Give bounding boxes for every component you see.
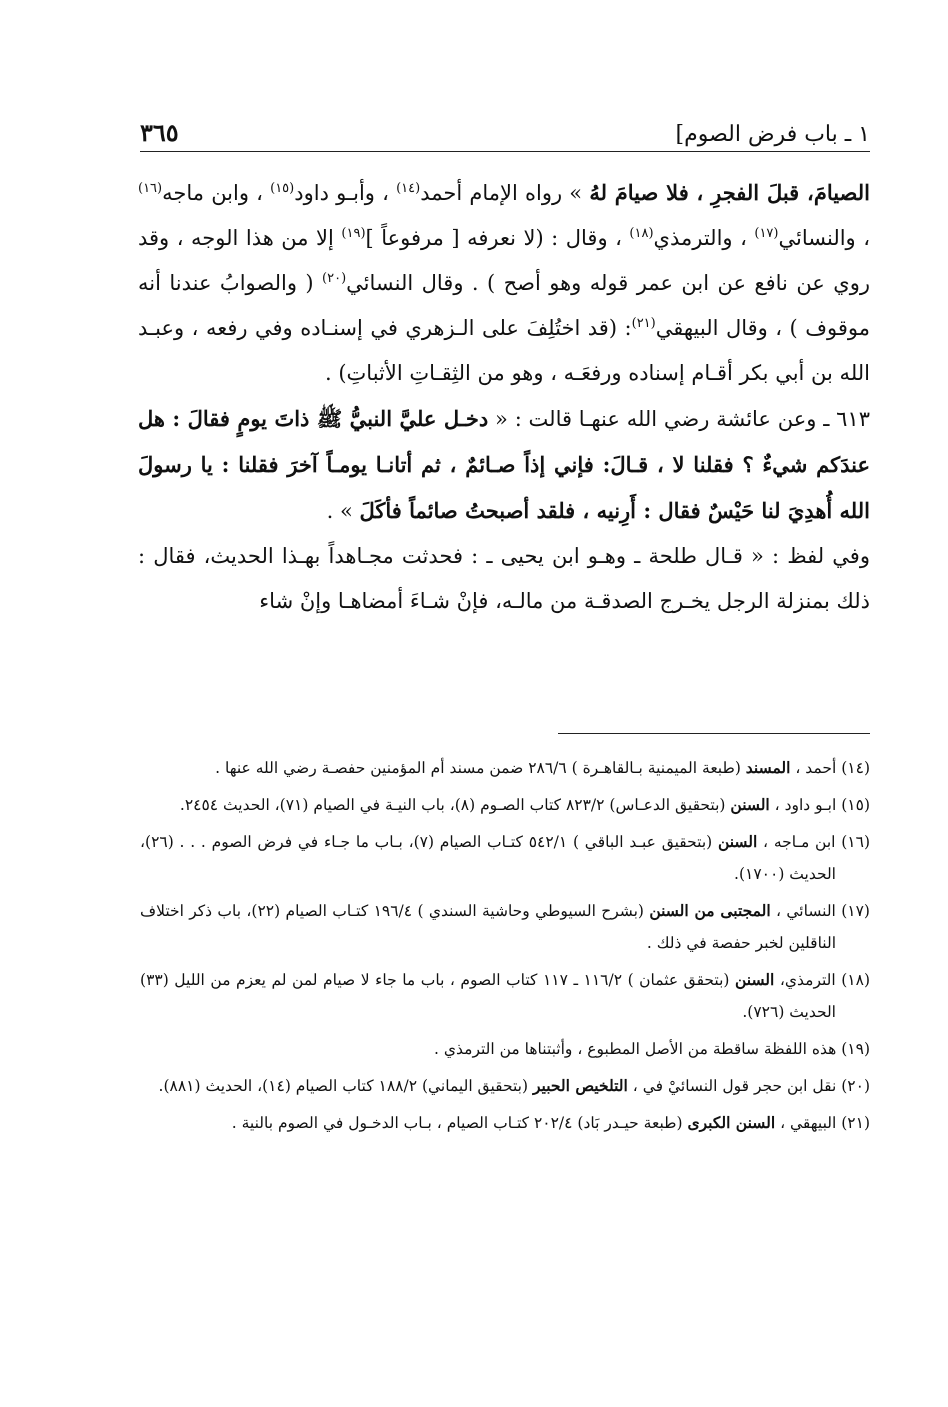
- paragraph-1: [138, 170, 870, 396]
- footnote-number: (١٥): [841, 796, 870, 814]
- text-run: ( والصوابُ عندنا أنه موقوف ) ، وقال البيهقي: [138, 271, 870, 340]
- paragraph-2: [138, 396, 870, 534]
- text-run: ، وقال : (لا نعرفه [ مرفوعاً ]: [365, 226, 630, 250]
- book-title: السنن: [730, 795, 770, 814]
- footnote: [140, 752, 870, 784]
- hadith-text: الصيامَ، قبلَ الفجرِ ، فلا صيامَ لهُ: [589, 180, 870, 205]
- footnote-text: البيهقي ،: [775, 1114, 842, 1132]
- book-title: السنن: [717, 832, 758, 851]
- chapter-title: ١ ـ باب فرض الصوم]: [675, 122, 870, 147]
- footnote: [140, 964, 870, 1028]
- footnotes: [140, 752, 870, 1144]
- footnote-ref: (١٧): [754, 226, 779, 241]
- footnote-text: أحمد ،: [790, 759, 842, 777]
- footnote: [140, 1033, 870, 1065]
- footnote-ref: (٢٠): [322, 271, 347, 286]
- text-run: ، وأبـو داود: [294, 181, 397, 205]
- footnote-text: ابن مـاجه ،: [757, 833, 842, 851]
- footnote-text: (بتحقيق اليماني) ١٨٨/٢ كتاب الصيام (١٤)، الحديث (٨٨١).: [158, 1077, 533, 1095]
- hadith-text: دخـل عليَّ النبيُّ ﷺ ذاتَ يومٍ فقالَ : هل عندَكم شيءٌ ؟ فقلنا لا ، قـالَ: فإني إذاً صـائمٌ ، ثم أتانـا يومـاً آخرَ فقلنا : يا رسولَ الله أُهدِيَ لنا حَيْسٌ فقال : أَرِنيه ، فلقد أصبحتُ صائماً فأكَلَ: [138, 406, 870, 523]
- running-header: [140, 108, 870, 152]
- footnote-separator: [558, 733, 870, 734]
- text-run: ، وابن ماجه: [162, 181, 271, 205]
- text-run: ، والنسائي: [778, 226, 870, 250]
- footnote-text: (بشرح السيوطي وحاشية السندي ) ١٩٦/٤ كتـاب الصيام (٢٢)، باب ذكر اختلاف الناقلين لخبر حفصة في ذلك .: [140, 902, 836, 952]
- book-title: المجتبى من السنن: [649, 901, 771, 920]
- book-title: التلخيص الحبير: [532, 1076, 628, 1095]
- text-run: ٦١٣ ـ وعن عائشة رضي الله عنهـا قالت : «: [488, 407, 870, 431]
- footnote: [140, 826, 870, 890]
- footnote-text: (طبعة الميمنية بـالقاهـرة ) ٢٨٦/٦ ضمن مسند أم المؤمنين حفصـة رضي الله عنها .: [215, 759, 746, 777]
- footnote-text: (بتحقق عثمان ) ١١٦/٢ ـ ١١٧ كتاب الصوم ، باب ما جاء لا صيام لمن لم يعزم من الليل (٣٣) الحديث (٧٢٦).: [140, 971, 836, 1021]
- footnote-text: النسائي ،: [770, 902, 842, 920]
- book-title: السنن الكبرى: [687, 1113, 776, 1132]
- footnote-number: (١٧): [841, 902, 870, 920]
- footnote-text: هذه اللفظة ساقطة من الأصل المطبوع ، وأثبتناها من الترمذي .: [434, 1040, 842, 1058]
- main-text: [138, 170, 870, 624]
- footnote-ref: (٢١): [631, 316, 656, 331]
- text-run: » .: [326, 499, 360, 523]
- footnote-ref: (١٦): [138, 181, 163, 196]
- footnote-text: (طبعة حيـدر بَاد) ٢٠٢/٤ كتـاب الصيام ، بـاب الدخـول في الصوم بالنية .: [231, 1114, 688, 1132]
- footnote-number: (١٤): [841, 759, 870, 777]
- footnote-number: (٢٠): [841, 1077, 870, 1095]
- footnote: [140, 1107, 870, 1139]
- footnote-ref: (١٤): [396, 181, 421, 196]
- text-run: » رواه الإمام أحمد: [420, 181, 590, 205]
- footnote-number: (١٨): [841, 971, 871, 989]
- text-run: : (قد اختُلِفَ على الـزهري في إسنـاده وفي رفعه ، وعبـد الله بن أبي بكر أقـام إسناده ورفعَـه ، وهو من الثِقـاتِ الأثباتِ) .: [138, 316, 870, 385]
- paragraph-3: [138, 534, 870, 624]
- footnote-ref: (١٩): [341, 226, 366, 241]
- text-run: ، والترمذي: [653, 226, 755, 250]
- text-run: إلا من هذا الوجه ، وقد روي عن نافع عن ابن عمر قوله وهو أصح ) . وقال النسائي: [138, 226, 870, 295]
- footnote: [140, 1070, 870, 1102]
- footnote-number: (٢١): [841, 1114, 870, 1132]
- footnote: [140, 895, 870, 959]
- footnote-number: (١٦): [841, 833, 871, 851]
- page-number: ٣٦٥: [140, 118, 179, 147]
- text-run: وفي لفظ : « قـال طلحة ـ وهـو ابن يحيى ـ : فحدثت مجـاهداً بهـذا الحديث، فقال : ذلك بمنزلة الرجل يخـرج الصدقـة من مالـه، فإنْ شـاءَ أمضاهـا وإنْ شاء: [138, 544, 870, 613]
- footnote-text: ابـو داود ،: [769, 796, 842, 814]
- footnote-text: (بتحقيق الدعـاس) ٨٢٣/٢ كتاب الصـوم (٨)، باب النيـة في الصيام (٧١)، الحديث ٢٤٥٤.: [179, 796, 731, 814]
- footnote-text: نقل ابن حجر قول النسائيْ في ،: [627, 1077, 842, 1095]
- footnote-ref: (١٥): [270, 181, 295, 196]
- book-title: السنن: [735, 970, 775, 989]
- footnote-text: (بتحقيق عبـد الباقي ) ٥٤٢/١ كتـاب الصيام (٧)، بـاب ما جـاء في فرض الصوم . . . (٢٦)، الحديث (١٧٠٠).: [140, 833, 836, 883]
- book-title: المسند: [745, 758, 791, 777]
- footnote-text: الترمذي،: [774, 971, 842, 989]
- footnote-ref: (١٨): [629, 226, 654, 241]
- footnote-number: (١٩): [841, 1040, 870, 1058]
- footnote: [140, 789, 870, 821]
